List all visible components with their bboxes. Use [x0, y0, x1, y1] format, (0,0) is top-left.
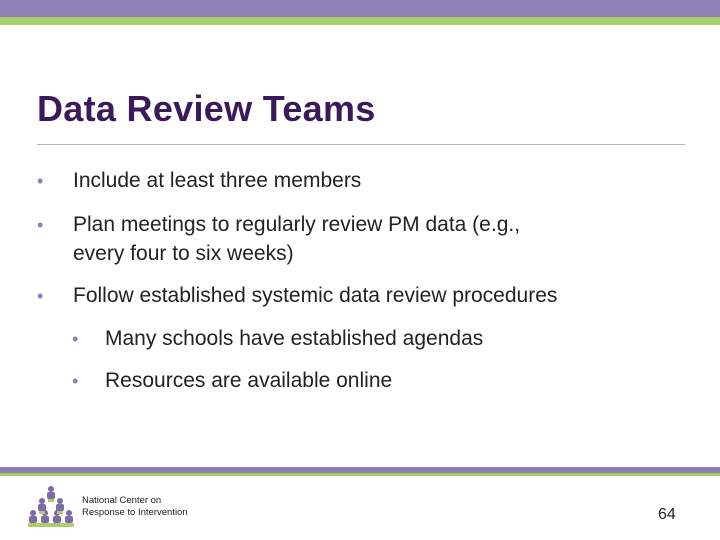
- bullet-dot: •: [37, 215, 44, 235]
- sub-bullet-item: Many schools have established agendas: [105, 327, 484, 350]
- slide-title: Data Review Teams: [37, 88, 376, 129]
- sub-bullet-item: Resources are available online: [105, 369, 393, 392]
- bullet-dot: •: [37, 171, 44, 191]
- bullet-item: Plan meetings to regularly review PM data (e.g.,: [73, 213, 521, 236]
- org-line-2: Response to Intervention: [82, 507, 188, 518]
- bullet-item: Follow established systemic data review procedures: [73, 284, 558, 307]
- sub-bullet-dot: •: [72, 371, 79, 391]
- footer-band-green: [0, 473, 720, 476]
- bullet-item-continued: every four to six weeks): [73, 242, 294, 265]
- bullet-dot: •: [37, 286, 44, 306]
- bullet-item: Include at least three members: [73, 169, 362, 192]
- sub-bullet-dot: •: [72, 329, 79, 349]
- page-number: 64: [658, 506, 676, 523]
- people-pyramid-logo-icon: [26, 484, 76, 530]
- org-line-1: National Center on: [82, 495, 162, 506]
- organization-name: [82, 495, 188, 519]
